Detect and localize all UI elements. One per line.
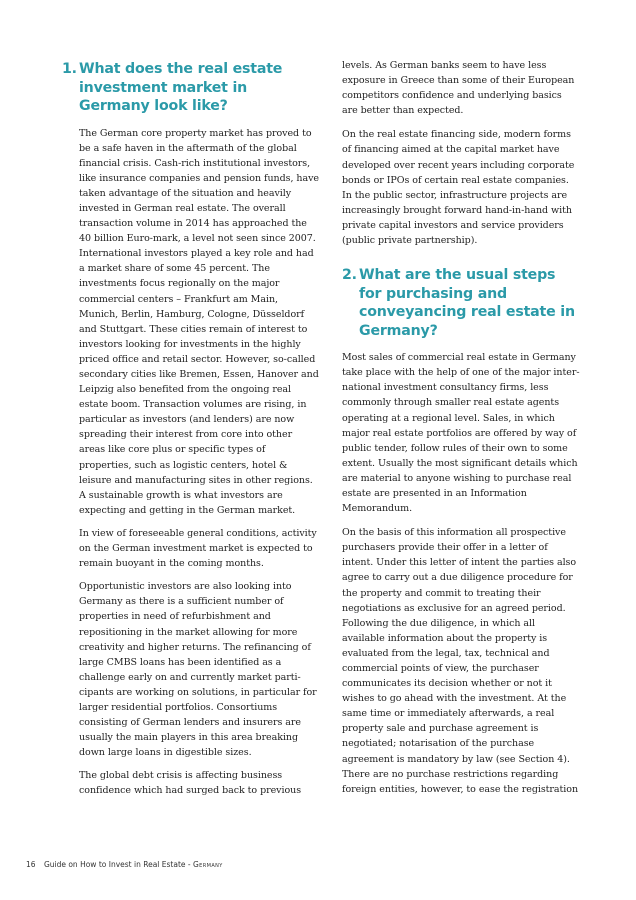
- footer-country: Germany: [192, 860, 223, 869]
- section-2-title: What are the usual steps for purchasing and conveyancing real estate in Germany?: [359, 267, 575, 339]
- paragraph: In view of foreseeable general conditions, activity on the German investment market is expected to remain buoyant in the coming months.: [79, 527, 317, 570]
- footer-title: Guide on How to Invest in Real Estate -: [43, 860, 193, 869]
- paragraph: On the basis of this information all prospective purchasers provide their offer in a letter of intent. Under this letter of intent the parties also agree to carry out a due diligence procedure for the property and commit to treating their negotiations as exclusive for an agreed period. Following the due diligence, in which all available information about the property is evaluated from the legal, tax, technical and commercial points of view, the purchaser communicates its decision whether or not it wishes to go ahead with the investment. At the same time or immediately afterwards, a real property sale and purchase agreement is negotiated; notarisation of the purchase agreement is mandatory by law (see Section 4). There are no purchase restrictions regarding foreign entities, however, to ease the registration: [342, 527, 579, 795]
- section-2-heading: [342, 266, 580, 340]
- right-column: [342, 58, 580, 806]
- section-1-heading: [62, 60, 320, 116]
- section-2-number: 2.: [342, 267, 357, 284]
- page-number: 16: [26, 860, 36, 869]
- page-footer: [26, 860, 223, 869]
- paragraph: Opportunistic investors are also looking into Germany as there is a sufficient number of properties in need of refurbishment and repositioning in the market allowing for more creativity and higher returns. The refinancing of large CMBS loans has been identified as a challenge early on and currently market parti-cipants are working on solutions, in particular for larger residential portfolios. Consortiums consisting of German lenders and insurers are usually the main players in this area breaking down large loans in digestible sizes.: [79, 581, 317, 759]
- paragraph: On the real estate financing side, modern forms of financing aimed at the capital market have developed over recent years including corporate bonds or IPOs of certain real estate companies. In the public sector, infrastructure projects are increasingly brought forward hand-in-hand with private capital investors and service providers (public private partnership).: [342, 129, 575, 247]
- paragraph: The German core property market has proved to be a safe haven in the aftermath of the global financial crisis. Cash-rich institutional investors, like insurance companies and pension funds, have taken advantage of the situation and heavily invested in German real estate. The overall transaction volume in 2014 has approached the 40 billion Euro-mark, a level not seen since 2007. International investors played a key role and had a market share of some 45 percent. The investments focus regionally on the major commercial centers – Frankfurt am Main, Munich, Berlin, Hamburg, Cologne, Düsseldorf and Stuttgart. These cities remain of interest to investors looking for investments in the highly priced office and retail sector. However, so-called secondary cities like Bremen, Essen, Hanover and Leipzig also benefited from the ongoing real estate boom. Transaction volumes are rising, in particular as investors (and lenders) are now spreading their interest from core into other areas like core plus or specific types of properties, such as logistic centers, hotel & leisure and manufacturing sites in other regions. A sustainable growth is what investors are expecting and getting in the German market.: [79, 127, 319, 516]
- section-1-number: 1.: [62, 61, 77, 77]
- paragraph: levels. As German banks seem to have less exposure in Greece than some of their European competitors confidence and underlying basics are better than expected.: [342, 60, 575, 117]
- paragraph: The global debt crisis is affecting business confidence which had surged back to previous: [79, 770, 302, 797]
- left-column: [62, 60, 320, 807]
- section-1-body: [62, 126, 320, 799]
- section-1-title: What does the real estate investment market in Germany look like?: [79, 61, 283, 114]
- paragraph: Most sales of commercial real estate in Germany take place with the help of one of the major inter-national investment consultancy firms, less commonly through smaller real estate agents operating at a regional level. Sales, in which major real estate portfolios are offered by way of public tender, follow rules of their own to some extent. Usually the most significant details which are material to anyone wishing to purchase real estate are presented in an Information Memorandum.: [342, 352, 580, 515]
